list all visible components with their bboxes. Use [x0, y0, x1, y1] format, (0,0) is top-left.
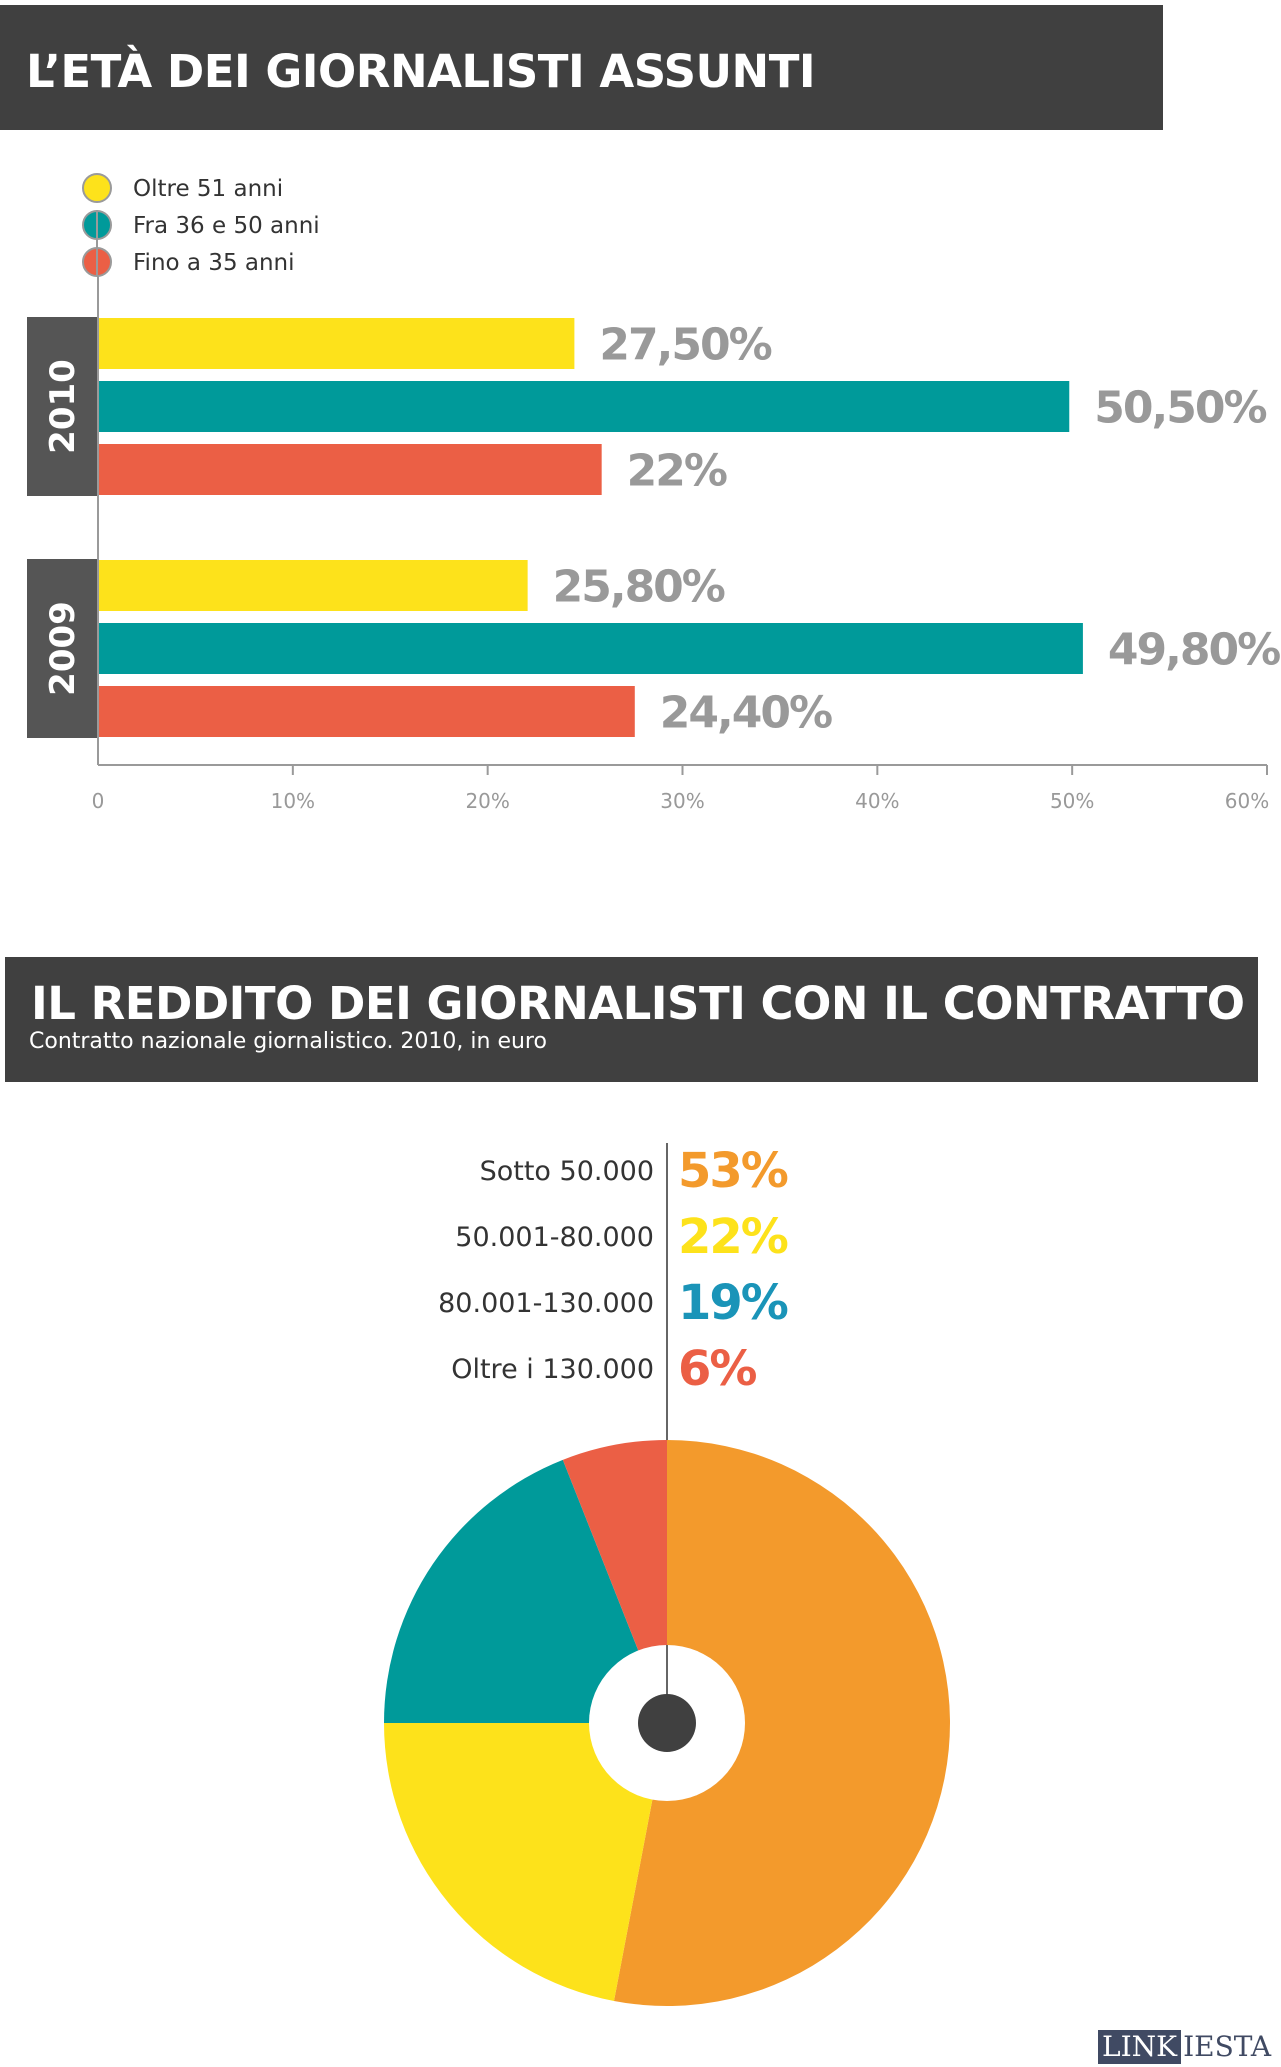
linkiesta-logo: [1098, 2030, 1271, 2064]
bar-value-label-2009-series-2: 49,80%: [1107, 624, 1280, 676]
bar-chart-title: L’ETÀ DEI GIORNALISTI ASSUNTI: [26, 45, 816, 98]
pie-chart-subtitle: Contratto nazionale giornalistico. 2010, in euro: [29, 1029, 547, 1054]
bar-2009-series-2: [99, 623, 1083, 674]
x-tick-label-3: 30%: [660, 789, 705, 813]
pie-category-label-4: Oltre i 130.000: [451, 1354, 654, 1385]
year-label-2010: 2010: [43, 359, 83, 454]
bar-2009-series-3: [99, 686, 635, 737]
pie-category-label-2: 50.001-80.000: [455, 1222, 654, 1253]
bar-2010-series-1: [99, 318, 574, 369]
bar-2010-series-3: [99, 444, 602, 495]
year-label-2009: 2009: [43, 601, 83, 696]
bar-value-label-2010-series-1: 27,50%: [599, 319, 771, 371]
pie-percent-label-1: 53%: [678, 1143, 787, 1199]
pie-category-label-3: 80.001-130.000: [438, 1288, 654, 1319]
bar-value-label-2009-series-3: 24,40%: [659, 687, 832, 739]
x-tick-label-1: 10%: [270, 789, 316, 813]
bar-2010-series-2: [99, 381, 1069, 432]
x-tick-label-2: 20%: [465, 789, 510, 813]
legend-swatch-1: [83, 174, 111, 202]
legend-label-1: Oltre 51 anni: [133, 176, 284, 202]
x-tick-label-6: 60%: [1224, 789, 1270, 813]
logo-part-a: LINK: [1098, 2030, 1181, 2064]
pie-center-dot: [638, 1694, 696, 1752]
pie-percent-label-2: 22%: [678, 1209, 787, 1265]
bar-2009-series-1: [99, 560, 528, 611]
legend-label-2: Fra 36 e 50 anni: [133, 213, 320, 239]
x-tick-label-5: 50%: [1049, 789, 1095, 813]
pie-percent-label-3: 19%: [678, 1275, 787, 1331]
logo-part-b: IESTA: [1183, 2030, 1272, 2063]
pie-category-label-1: Sotto 50.000: [479, 1156, 654, 1187]
bar-value-label-2010-series-3: 22%: [626, 445, 726, 497]
bar-value-label-2009-series-1: 25,80%: [552, 561, 724, 613]
x-tick-label-4: 40%: [855, 789, 900, 813]
x-tick-label-0: 0: [91, 789, 105, 813]
legend-label-3: Fino a 35 anni: [133, 250, 295, 276]
pie-percent-label-4: 6%: [678, 1341, 756, 1397]
bar-value-label-2010-series-2: 50,50%: [1094, 382, 1266, 434]
pie-chart-title: IL REDDITO DEI GIORNALISTI CON IL CONTRATTO: [31, 977, 1245, 1030]
